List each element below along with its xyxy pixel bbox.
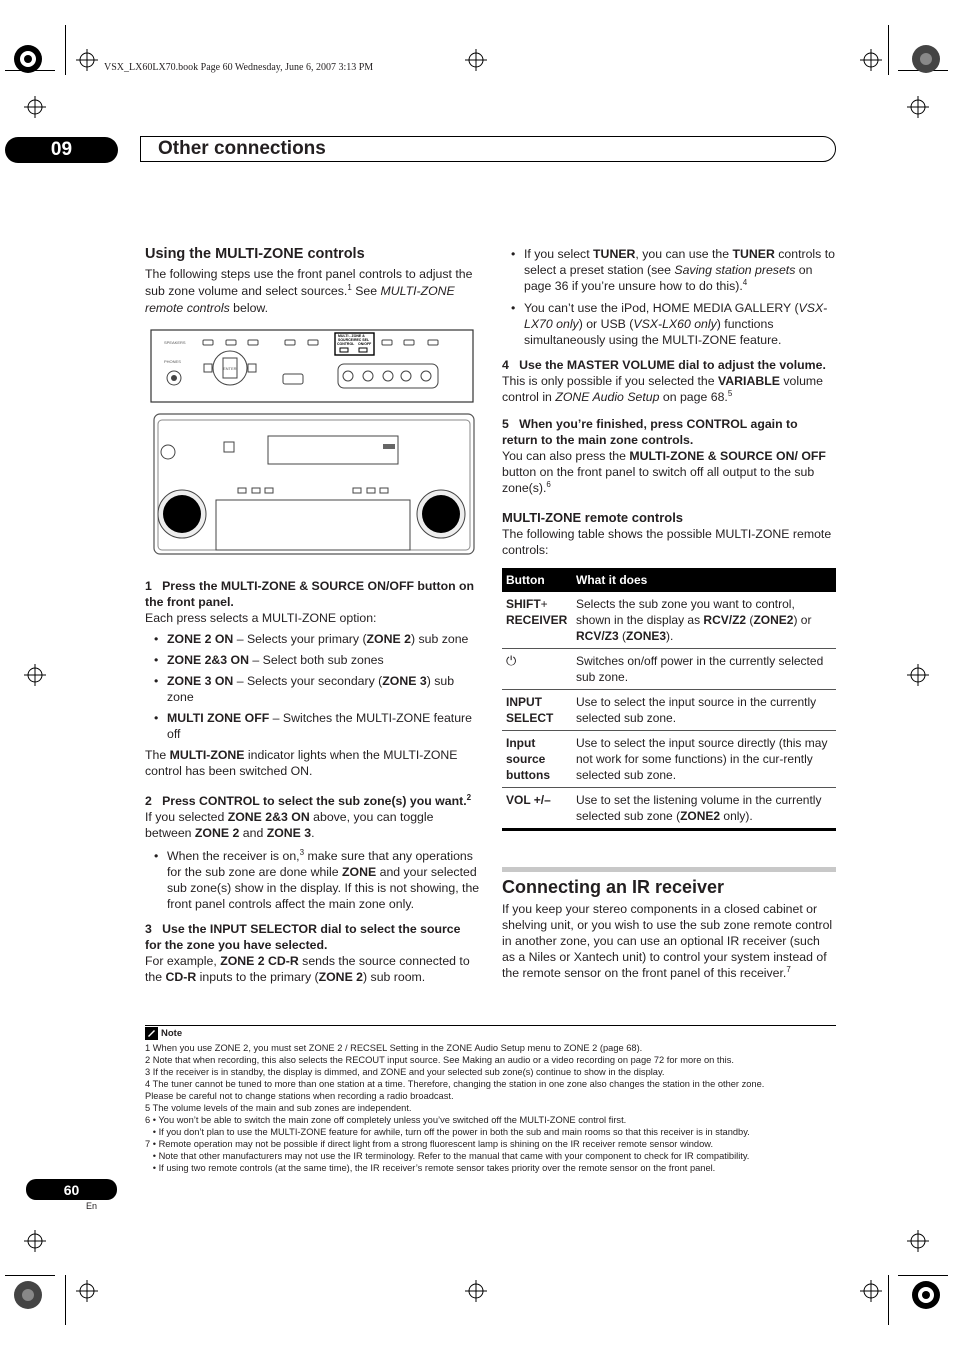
crosshair-icon xyxy=(24,96,46,118)
list-item: • You can’t use the iPod, HOME MEDIA GALLERY (VSX-LX70 only) or USB (VSX-LX60 only) functions simultaneously using the MULTI-ZONE feature. xyxy=(524,300,836,348)
print-info: VSX_LX60LX70.book Page 60 Wednesday, June 6, 2007 3:13 PM xyxy=(104,62,374,73)
table-row xyxy=(502,592,836,649)
table-cell: Use to set the listening volume in the currently selected sub zone (ZONE2 only). xyxy=(572,788,836,830)
power-icon: ⏻ xyxy=(502,649,572,690)
crosshair-icon xyxy=(24,1230,46,1252)
crosshair-icon xyxy=(907,96,929,118)
front-panel-diagram xyxy=(148,328,478,556)
section-heading: Using the MULTI-ZONE controls xyxy=(145,246,365,262)
crosshair-icon xyxy=(860,49,882,71)
step-heading: 1 Press the MULTI-ZONE & SOURCE ON/OFF button on the front panel. xyxy=(145,579,475,609)
svg-text:SOURCE/REC SEL: SOURCE/REC SEL xyxy=(338,338,370,342)
crop-mark xyxy=(898,1275,948,1276)
table-row xyxy=(502,690,836,731)
footnote: 4 The tuner cannot be tuned to more than one station at a time. Therefore, changing the station in one zone also changes the station in the other zone. xyxy=(145,1079,765,1089)
table-header: Button xyxy=(502,568,572,592)
crop-mark xyxy=(5,1275,55,1276)
language-label: En xyxy=(86,1201,98,1211)
indicator-paragraph: The MULTI-ZONE indicator lights when the MULTI-ZONE control has been switched ON. xyxy=(145,748,458,778)
list-item: • If you select TUNER, you can use the TUNER controls to select a preset station (see Saving station presets on page 36 if you’re unsure how to do this).$^4$ xyxy=(524,246,836,294)
step-heading: 4 Use the MASTER VOLUME dial to adjust the volume. xyxy=(502,358,826,372)
step-heading: 2 Press CONTROL to select the sub zone(s) you want.$^2$ xyxy=(145,792,472,808)
page-number: 60 xyxy=(26,1179,117,1200)
tips-list xyxy=(502,246,836,348)
table-cell: Switches on/off power in the currently selected sub zone. xyxy=(572,649,836,690)
table-header: What it does xyxy=(572,568,836,592)
table-header-row xyxy=(502,568,836,592)
left-column xyxy=(145,246,480,317)
step-body: This is only possible if you selected the VARIABLE volume control in ZONE Audio Setup on page 68.$^5$ xyxy=(502,374,824,404)
svg-text:ENTER: ENTER xyxy=(223,366,237,371)
svg-text:CONTROL: CONTROL xyxy=(337,342,355,346)
footnote: 6 • You won’t be able to switch the main zone off completely unless you’ve switched off the MULTI-ZONE control first. xyxy=(145,1115,627,1125)
table-row xyxy=(502,731,836,788)
section-rule xyxy=(502,867,836,872)
footnote: • If you don’t plan to use the MULTI-ZONE feature for awhile, turn off the power in both the sub and main rooms so that this receiver is in standby. xyxy=(145,1127,750,1137)
crosshair-icon xyxy=(76,1280,98,1302)
footnote: 3 If the receiver is in standby, the display is dimmed, and ZONE and your selected sub zone(s) continue to show in the display. xyxy=(145,1067,665,1077)
svg-text:PHONES: PHONES xyxy=(164,359,181,364)
footnote: • Note that other manufacturers may not use the IR terminology. Refer to the manual that came with your component to check for IR compatibility. xyxy=(145,1151,750,1161)
footnote: 1 When you use ZONE 2, you must set ZONE 2 / RECSEL Setting in the ZONE Audio Setup menu to ZONE 2 (page 68). xyxy=(145,1043,643,1053)
step-body: You can also press the MULTI-ZONE & SOURCE ON/ OFF button on the front panel to switch off all output to the sub zone(s).$^6$ xyxy=(502,449,826,495)
subsection-heading: MULTI-ZONE remote controls xyxy=(502,510,684,525)
svg-text:SPEAKERS: SPEAKERS xyxy=(164,340,186,345)
intro-paragraph: The following steps use the front panel controls to adjust the sub zone volume and select sources.$^1$ See MULTI-ZONE remote controls below. xyxy=(145,267,473,315)
note-list xyxy=(145,848,480,912)
table-cell: Use to select the input source in the currently selected sub zone. xyxy=(572,690,836,731)
registration-mark-icon xyxy=(13,44,43,74)
registration-mark-icon xyxy=(911,44,941,74)
chapter-title: Other connections xyxy=(158,138,326,159)
list-item: • ZONE 2&3 ON – Select both sub zones xyxy=(167,652,480,668)
footnote: 2 Note that when recording, this also selects the RECOUT input source. See Making an audio or a video recording on page 72 for more on this. xyxy=(145,1055,734,1065)
note-icon xyxy=(145,1027,158,1040)
crop-mark xyxy=(65,25,66,75)
table-cell: Use to select the input source directly (this may not work for some functions) in the cur-rently selected sub zone. xyxy=(572,731,836,788)
crosshair-icon xyxy=(24,664,46,686)
crosshair-icon xyxy=(907,664,929,686)
remote-intro: The following table shows the possible MULTI-ZONE remote controls: xyxy=(502,527,832,557)
chapter-number: 09 xyxy=(5,137,118,163)
crop-mark xyxy=(888,1275,889,1325)
table-row xyxy=(502,788,836,830)
step-heading: 5 When you’re finished, press CONTROL again to return to the main zone controls. xyxy=(502,417,798,447)
crop-mark xyxy=(888,25,889,75)
footnote: Please be careful not to change stations when recording a radio broadcast. xyxy=(145,1091,454,1101)
list-item: • ZONE 3 ON – Selects your secondary (ZONE 3) sub zone xyxy=(167,673,480,705)
list-item: • ZONE 2 ON – Selects your primary (ZONE 2) sub zone xyxy=(167,631,480,647)
note-header: Note xyxy=(145,1027,836,1040)
crosshair-icon xyxy=(76,49,98,71)
table-cell: Selects the sub zone you want to control, shown in the display as RCV/Z2 (ZONE2) or RCV/Z3 (ZONE3). xyxy=(572,592,836,649)
registration-mark-icon xyxy=(13,1280,43,1310)
table-cell: VOL +/– xyxy=(502,788,572,830)
options-list xyxy=(145,631,480,742)
table-cell: INPUT SELECT xyxy=(502,690,572,731)
crosshair-icon xyxy=(907,1230,929,1252)
footnote: 5 The volume levels of the main and sub zones are independent. xyxy=(145,1103,412,1113)
table-cell: Input source buttons xyxy=(502,731,572,788)
footnote: • If using two remote controls (at the same time), the IR receiver’s remote sensor takes priority over the remote sensor on the front panel. xyxy=(145,1163,716,1173)
ir-paragraph: If you keep your stereo components in a closed cabinet or shelving unit, or you wish to use the sub zone remote control in another zone, you can use an optional IR receiver (such as a Niles or Xantech unit) to control your system instead of the remote sensor on the front panel of this receiver.$^7$ xyxy=(502,902,833,980)
remote-controls-table xyxy=(502,568,836,831)
step-body: Each press selects a MULTI-ZONE option: xyxy=(145,611,377,625)
crosshair-icon xyxy=(465,1280,487,1302)
svg-text:ON/OFF: ON/OFF xyxy=(358,342,372,346)
notes-rule xyxy=(145,1025,836,1026)
table-cell: SHIFT+ RECEIVER xyxy=(502,592,572,649)
crop-mark xyxy=(65,1275,66,1325)
step-heading: 3 Use the INPUT SELECTOR dial to select the source for the zone you have selected. xyxy=(145,922,461,952)
notes xyxy=(145,1027,836,1174)
right-column xyxy=(502,246,836,831)
table-row xyxy=(502,649,836,690)
crosshair-icon xyxy=(465,49,487,71)
list-item: • When the receiver is on,$^3$ make sure that any operations for the sub zone are done while ZONE and your selected sub zone(s) show in the display. If this is not showing, the front panel controls affect the main zone only. xyxy=(167,848,480,912)
step-body: For example, ZONE 2 CD-R sends the source connected to the CD-R inputs to the primary (ZONE 2) sub room. xyxy=(145,954,470,984)
step-body: If you selected ZONE 2&3 ON above, you can toggle between ZONE 2 and ZONE 3. xyxy=(145,810,434,840)
svg-text:MULTI - ZONE &: MULTI - ZONE & xyxy=(338,334,365,338)
list-item: • MULTI ZONE OFF – Switches the MULTI-ZONE feature off xyxy=(167,710,480,742)
crosshair-icon xyxy=(860,1280,882,1302)
footnote: 7 • Remote operation may not be possible if direct light from a strong fluorescent lamp is shining on the IR receiver remote sensor window. xyxy=(145,1139,714,1149)
registration-mark-icon xyxy=(911,1280,941,1310)
section-heading: Connecting an IR receiver xyxy=(502,877,725,897)
left-steps xyxy=(145,578,480,985)
